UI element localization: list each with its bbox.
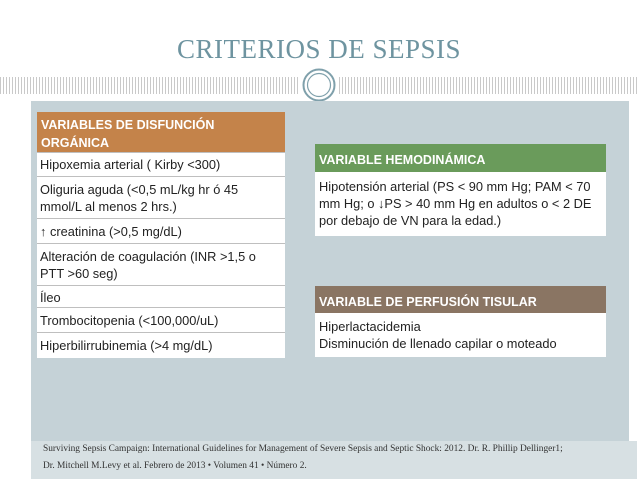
- perfusion-box: [315, 286, 606, 357]
- table-row: Hipoxemia arterial ( Kirby <300): [37, 152, 285, 176]
- table-row: Oliguria aguda (<0,5 mL/kg hr ó 45 mmol/L al menos 2 hrs.): [37, 176, 285, 218]
- hemodynamic-box: [315, 144, 606, 236]
- table-row: Hiperbilirrubinemia (>4 mg/dL): [37, 332, 285, 358]
- citation-line-1: Surviving Sepsis Campaign: International Guidelines for Management of Severe Sepsis and Septic Shock: 2012. Dr. R. Phillip Dellinger1;: [43, 444, 563, 454]
- citation-line-2: Dr. Mitchell M.Levy et al. Febrero de 2013 • Volumen 41 • Número 2.: [43, 461, 307, 471]
- header-line-1: VARIABLES DE DISFUNCIÓN: [41, 118, 215, 132]
- table-row: Trombocitopenia (<100,000/uL): [37, 307, 285, 332]
- perfusion-line-2: Disminución de llenado capilar o moteado: [319, 336, 557, 351]
- organ-dysfunction-table: [37, 112, 285, 358]
- perfusion-line-1: Hiperlactacidemia: [319, 319, 421, 334]
- table-row: Íleo: [37, 285, 285, 307]
- header-line-2: ORGÁNICA: [41, 136, 110, 150]
- organ-dysfunction-header: [37, 112, 285, 152]
- table-row: Alteración de coagulación (INR >1,5 o PTT >60 seg): [37, 243, 285, 285]
- circle-ornament-icon: [302, 68, 336, 102]
- perfusion-header: VARIABLE DE PERFUSIÓN TISULAR: [315, 286, 606, 313]
- hemodynamic-body: Hipotensión arterial (PS < 90 mm Hg; PAM < 70 mm Hg; o ↓PS > 40 mm Hg en adultos o < 2 DE por debajo de VN para la edad.): [319, 179, 592, 228]
- slide-title: CRITERIOS DE SEPSIS: [176, 34, 462, 64]
- citation-footer: [31, 441, 637, 479]
- perfusion-body: [315, 313, 606, 356]
- table-row: ↑ creatinina (>0,5 mg/dL): [37, 218, 285, 243]
- hemodynamic-header: VARIABLE HEMODINÁMICA: [315, 144, 606, 172]
